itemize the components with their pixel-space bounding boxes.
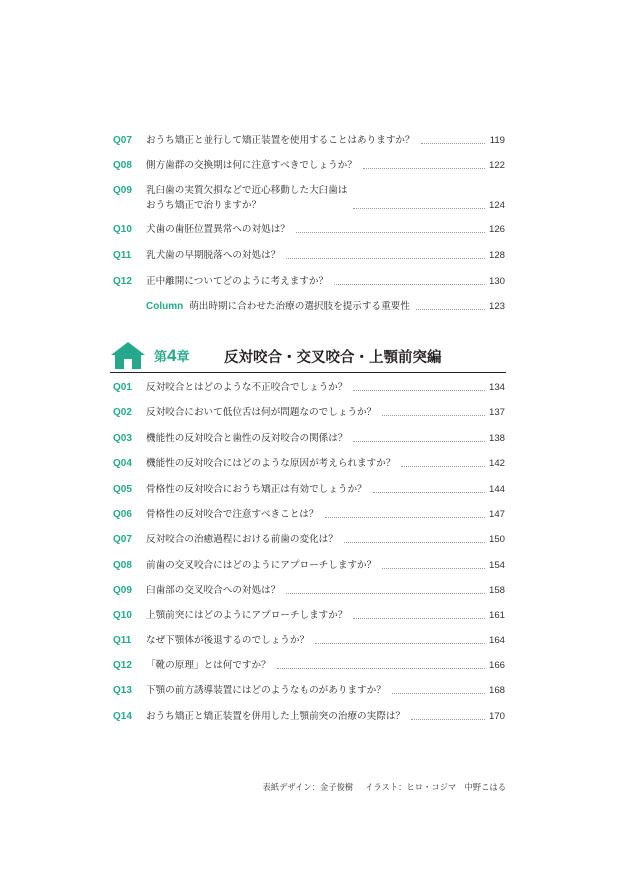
question-text: 反対咬合において低位舌は何が問題なのでしょうか？ xyxy=(146,407,377,418)
page-number: 147 xyxy=(489,509,506,520)
toc-entry[interactable] xyxy=(113,431,505,446)
question-number: Q01 xyxy=(113,382,132,393)
question-number: Q09 xyxy=(113,185,132,196)
column-label: Column xyxy=(146,301,184,312)
leader-dots xyxy=(286,258,485,259)
leader-dots xyxy=(325,517,486,518)
question-text: 機能性の反対咬合にはどのような原因が考えられますか？ xyxy=(146,458,396,469)
toc-entry[interactable] xyxy=(113,558,505,573)
cover-design-credit: 表紙デザイン：金子俊樹 xyxy=(262,782,354,792)
chapter-number xyxy=(154,346,190,366)
credits xyxy=(251,781,507,793)
question-number: Q08 xyxy=(113,560,132,571)
question-number: Q04 xyxy=(113,458,132,469)
leader-dots xyxy=(286,593,485,594)
page-number: 126 xyxy=(489,224,506,235)
toc-entry[interactable] xyxy=(113,222,505,237)
page-number: 134 xyxy=(489,382,506,393)
question-number: Q07 xyxy=(113,534,132,545)
question-number: Q05 xyxy=(113,484,132,495)
toc-entry[interactable] xyxy=(113,633,505,648)
toc-entry[interactable] xyxy=(113,532,505,547)
leader-dots xyxy=(296,232,485,233)
leader-dots xyxy=(421,143,485,144)
page-number: 150 xyxy=(489,534,506,545)
page-number: 154 xyxy=(489,560,506,571)
question-number: Q13 xyxy=(113,685,132,696)
question-number: Q07 xyxy=(113,135,132,146)
question-number: Q14 xyxy=(113,711,132,722)
question-text: 側方歯群の交換期は何に注意すべきでしょうか？ xyxy=(146,160,357,171)
illustration-credit: イラスト：ヒロ・コジマ 中野こはる xyxy=(365,782,506,792)
toc-entry[interactable] xyxy=(113,507,505,522)
chapter-suffix: 章 xyxy=(176,350,190,365)
chapter-prefix: 第 xyxy=(154,350,168,365)
question-text: 機能性の反対咬合と歯性の反対咬合の関係は？ xyxy=(146,433,348,444)
leader-dots xyxy=(411,719,485,720)
leader-dots xyxy=(277,668,485,669)
leader-dots xyxy=(373,492,485,493)
question-text: 骨格性の反対咬合におうち矯正は有効でしょうか？ xyxy=(146,484,367,495)
leader-dots xyxy=(382,415,485,416)
toc-entry[interactable] xyxy=(113,274,505,289)
question-text: 「靴の原理」とは何ですか？ xyxy=(146,660,271,671)
question-number: Q10 xyxy=(113,224,132,235)
chapter-heading xyxy=(110,338,506,373)
page-number: 142 xyxy=(489,458,506,469)
question-text: 前歯の交叉咬合にはどのようにアプローチしますか？ xyxy=(146,560,377,571)
leader-dots xyxy=(344,542,485,543)
question-text: 反対咬合とはどのような不正咬合でしょうか？ xyxy=(146,382,348,393)
question-number: Q08 xyxy=(113,160,132,171)
column-text: 萌出時期に合わせた治療の選択肢を提示する重要性 xyxy=(189,301,410,312)
page-number: 122 xyxy=(489,160,506,171)
toc-entry[interactable] xyxy=(113,183,505,213)
chapter-number-digit: 4 xyxy=(167,346,177,365)
question-text: 臼歯部の交叉咬合への対処は？ xyxy=(146,585,281,596)
leader-dots xyxy=(401,466,485,467)
question-text: 正中離開についてどのように考えますか？ xyxy=(146,276,329,287)
question-text-line: おうち矯正で治りますか？ xyxy=(146,200,262,211)
toc-entry[interactable] xyxy=(113,683,505,698)
leader-dots xyxy=(353,208,485,209)
question-text: 下顎の前方誘導装置にはどのようなものがありますか？ xyxy=(146,685,386,696)
question-number: Q10 xyxy=(113,610,132,621)
toc-entry[interactable] xyxy=(113,456,505,471)
leader-dots xyxy=(353,618,485,619)
page-number: 123 xyxy=(489,301,506,312)
question-text: なぜ下顎体が後退するのでしょうか？ xyxy=(146,635,310,646)
leader-dots xyxy=(315,643,485,644)
toc-entry[interactable] xyxy=(113,709,505,724)
page-number: 161 xyxy=(489,610,506,621)
leader-dots xyxy=(392,693,485,694)
page-number: 166 xyxy=(489,660,506,671)
page-number: 138 xyxy=(489,433,506,444)
toc-entry[interactable] xyxy=(113,158,505,173)
question-number: Q03 xyxy=(113,433,132,444)
page-number: 137 xyxy=(489,407,506,418)
question-text xyxy=(146,183,347,213)
question-number: Q09 xyxy=(113,585,132,596)
page-number: 164 xyxy=(489,635,506,646)
toc-entry[interactable] xyxy=(113,380,505,395)
question-number: Q11 xyxy=(113,250,132,261)
page-number: 124 xyxy=(489,200,506,211)
chapter-title: 反対咬合・交叉咬合・上顎前突編 xyxy=(224,350,442,366)
question-text: 犬歯の歯胚位置異常への対処は？ xyxy=(146,224,290,235)
page-number: 168 xyxy=(489,685,506,696)
question-text: 骨格性の反対咬合で注意すべきことは？ xyxy=(146,509,319,520)
question-text-line: 乳臼歯の実質欠損などで近心移動した大臼歯は xyxy=(146,185,348,196)
question-number: Q12 xyxy=(113,660,132,671)
question-text: 上顎前突にはどのようにアプローチしますか？ xyxy=(146,610,348,621)
page-number: 130 xyxy=(489,276,506,287)
question-number: Q02 xyxy=(113,407,132,418)
leader-dots xyxy=(416,309,485,310)
toc-entry-column[interactable] xyxy=(113,299,505,314)
house-icon xyxy=(110,340,146,370)
leader-dots xyxy=(353,390,485,391)
page-number: 144 xyxy=(489,484,506,495)
leader-dots xyxy=(363,168,485,169)
toc-entry[interactable] xyxy=(113,405,505,420)
question-text: おうち矯正と並行して矯正装置を使用することはありますか？ xyxy=(146,135,415,146)
page-number: 128 xyxy=(489,250,506,261)
toc-entry[interactable] xyxy=(113,248,505,263)
toc-entry[interactable] xyxy=(113,658,505,673)
question-number: Q12 xyxy=(113,276,132,287)
toc-entry[interactable] xyxy=(113,482,505,497)
toc-entry[interactable] xyxy=(113,608,505,623)
toc-entry[interactable] xyxy=(113,583,505,598)
page-number: 119 xyxy=(489,135,505,146)
page-number: 158 xyxy=(489,585,506,596)
question-number: Q06 xyxy=(113,509,132,520)
question-text: おうち矯正と矯正装置を併用した上顎前突の治療の実際は？ xyxy=(146,711,406,722)
leader-dots xyxy=(353,441,485,442)
question-text: 乳犬歯の早期脱落への対処は？ xyxy=(146,250,281,261)
question-number: Q11 xyxy=(113,635,132,646)
page-number: 170 xyxy=(489,711,506,722)
toc-entry[interactable] xyxy=(113,133,505,148)
question-text: 反対咬合の治癒過程における前歯の変化は？ xyxy=(146,534,338,545)
leader-dots xyxy=(382,568,485,569)
leader-dots xyxy=(334,284,485,285)
